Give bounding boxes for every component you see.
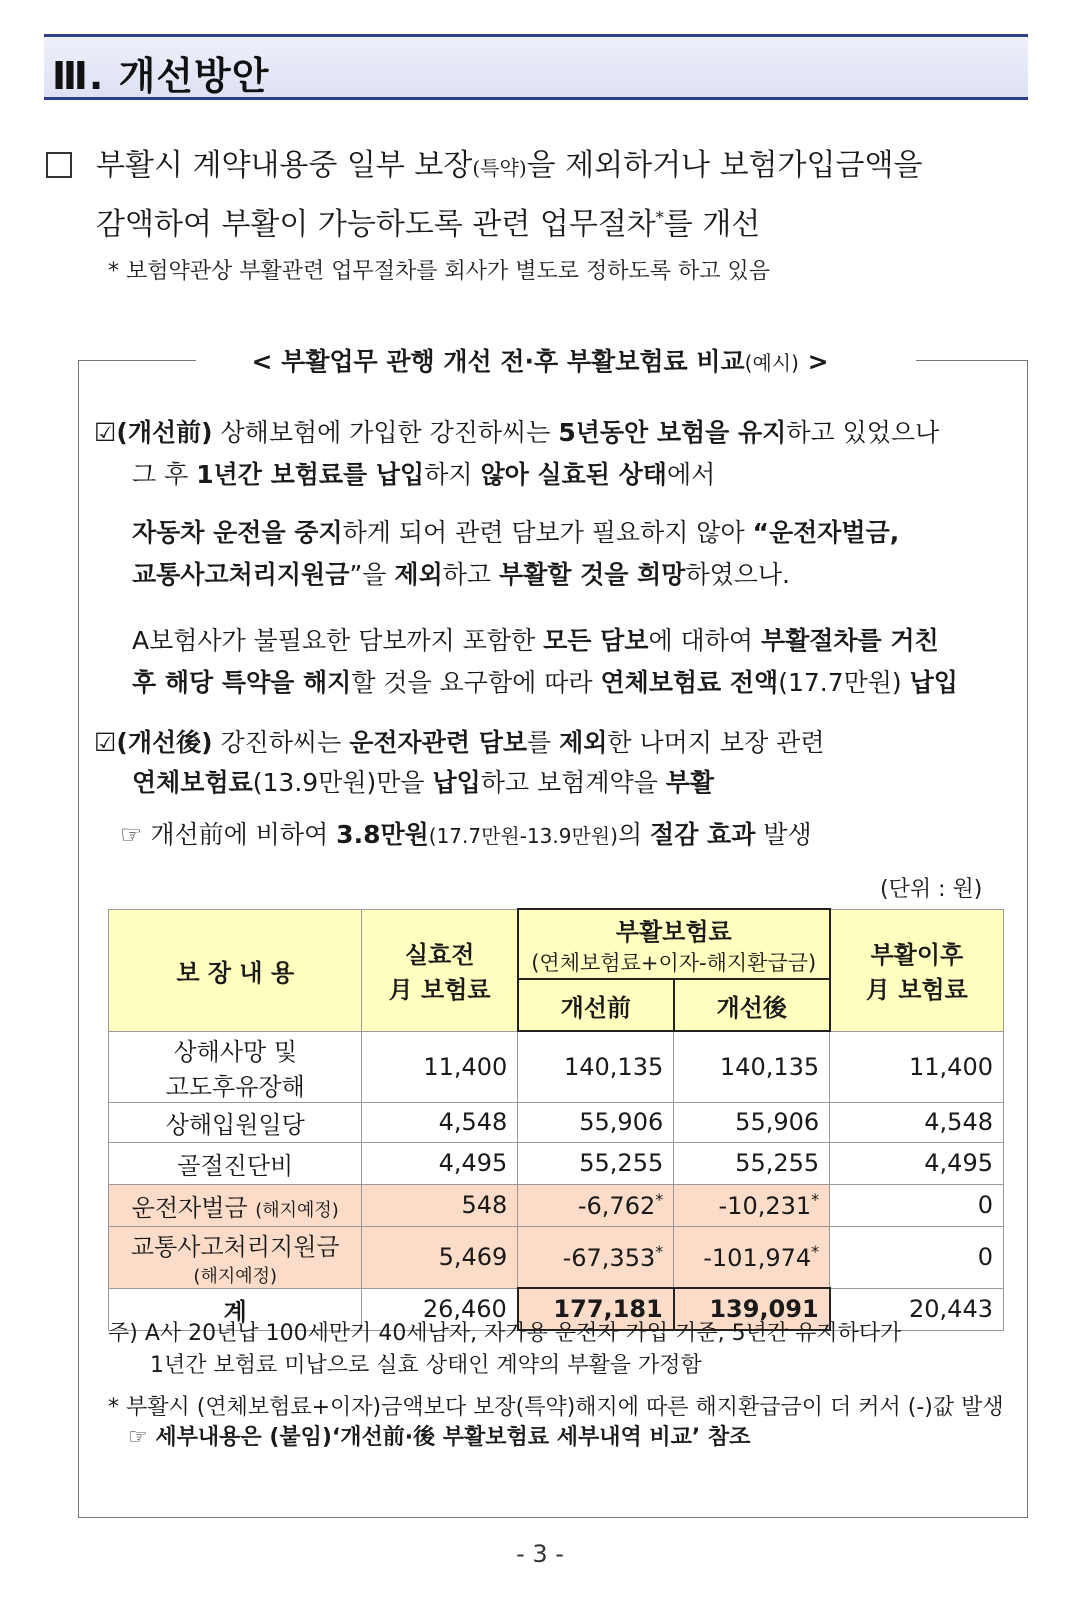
note-2: * 부활시 (연체보험료+이자)금액보다 보장(특약)해지에 따른 해지환급금이 더 커서 (-)값 발생 xyxy=(108,1395,1004,1420)
cell-post: 11,400 xyxy=(830,1031,1004,1102)
unit-label: (단위 : 원) xyxy=(880,877,983,902)
text: 상해보험에 가입한 강진하씨는 xyxy=(212,418,559,447)
text-bold: 후 해당 특약을 해지 xyxy=(132,668,352,697)
intro-text: 감액하여 부활이 가능하도록 관련 업무절차 xyxy=(96,207,656,242)
text-bold: 부활할 것을 희망 xyxy=(498,560,686,589)
cell-after: 55,906 xyxy=(674,1102,830,1142)
total-label: 계 xyxy=(109,1288,362,1330)
cancel-tag: (해지예정) xyxy=(193,1265,278,1287)
table-row xyxy=(109,1142,1004,1184)
before-line-5 xyxy=(132,622,939,660)
text-bold: 모든 담보 xyxy=(543,626,649,655)
intro-line-2 xyxy=(96,192,760,251)
cell-value: -101,974 xyxy=(703,1243,812,1272)
coverage-name-line: 상해사망 및 xyxy=(173,1037,298,1066)
header-improved-before: 개선前 xyxy=(518,979,674,1031)
header-before-lapse xyxy=(362,909,518,1031)
text-bold: 납입 xyxy=(432,768,481,797)
text: 하고 보험계약을 xyxy=(480,768,666,797)
text-bold: 않아 실효된 상태 xyxy=(480,460,667,489)
before-line-6 xyxy=(132,664,958,702)
header-text: 月 보험료 xyxy=(388,976,491,1004)
cell-before: 55,906 xyxy=(518,1102,674,1142)
cell-value: -10,231 xyxy=(718,1192,812,1220)
text-bold: 부활 xyxy=(665,768,715,797)
note-1-line-1: 주) A사 20년납 100세만기 40세남자, 자가용 운전자 가입 기준, 5년간 유지하다가 xyxy=(108,1321,902,1346)
cancel-tag: (해지예정) xyxy=(255,1199,339,1221)
cell-value: -6,762 xyxy=(577,1192,656,1220)
text-bold: 제외 xyxy=(394,560,443,589)
text-bold: 납입 xyxy=(909,668,958,697)
cell-after: 55,255 xyxy=(674,1142,830,1184)
cell-premium: 5,469 xyxy=(362,1226,518,1288)
text: 에서 xyxy=(666,460,716,489)
box-title-paren: (예시) xyxy=(744,351,799,375)
text: 하지 xyxy=(424,460,481,489)
note-3 xyxy=(128,1422,750,1454)
box-title-text: < 부활업무 관행 개선 전·후 부활보험료 비교 xyxy=(251,347,745,376)
header-text: 月 보험료 xyxy=(865,976,968,1004)
text: 하고 있었으나 xyxy=(786,418,940,447)
text-bold: 자동차 운전을 중지 xyxy=(132,518,343,547)
text: A보험사가 불필요한 담보까지 포함한 xyxy=(132,626,544,655)
text: 하게 되어 관련 담보가 필요하지 않아 xyxy=(342,518,753,547)
cell-premium: 11,400 xyxy=(362,1031,518,1102)
note-text: 세부내용은 (붙임)‘개선前·後 부활보험료 세부내역 비교’ 참조 xyxy=(147,1425,751,1450)
text: 한 나머지 보장 관련 xyxy=(607,728,825,757)
footnote-marker: * xyxy=(811,1190,820,1209)
before-line-1 xyxy=(94,414,939,452)
table-row xyxy=(109,1031,1004,1102)
header-improved-after: 개선後 xyxy=(674,979,830,1031)
cell-post: 4,548 xyxy=(830,1102,1004,1142)
cell-post: 4,495 xyxy=(830,1142,1004,1184)
text: 강진하씨는 xyxy=(212,728,350,757)
coverage-name-line: 운전자벌금 xyxy=(131,1193,248,1222)
text-bold: 교통사고처리지원금 xyxy=(132,560,350,589)
text: 할 것을 요구함에 따라 xyxy=(351,668,601,697)
table-row-cancel xyxy=(109,1226,1004,1288)
checkbox-square-icon xyxy=(46,152,72,178)
cell-before: 140,135 xyxy=(518,1031,674,1102)
footnote-marker: * xyxy=(655,208,664,227)
cell-premium: 548 xyxy=(362,1184,518,1226)
text: 발생 xyxy=(755,820,812,849)
coverage-name: 상해입원일당 xyxy=(109,1102,362,1142)
text-bold: 연체보험료 xyxy=(132,768,253,797)
header-text: 실효전 xyxy=(404,941,475,969)
pointing-hand-icon: ☞ xyxy=(120,820,143,849)
header-coverage xyxy=(109,909,362,1031)
footnote-marker: * xyxy=(655,1190,664,1209)
cell-premium: 4,495 xyxy=(362,1142,518,1184)
text-bold: 운전자관련 담보 xyxy=(349,728,527,757)
coverage-name-line: 고도후유장해 xyxy=(165,1072,305,1101)
footnote-marker: * xyxy=(811,1241,820,1261)
text: 의 xyxy=(617,820,651,849)
intro-text: 부활시 계약내용중 일부 보장 xyxy=(96,148,473,183)
after-mark: ☑(개선後) xyxy=(94,728,213,757)
coverage-name-line: 교통사고처리지원금 xyxy=(130,1232,340,1261)
before-line-2 xyxy=(132,456,715,494)
text: 하고 xyxy=(442,560,499,589)
header-text: 보 장 내 용 xyxy=(176,958,295,987)
text-bold: 부활절차를 거친 xyxy=(760,626,939,655)
text: (17.7만원) xyxy=(778,668,910,697)
text: 개선前에 비하여 xyxy=(142,820,337,849)
intro-line-1 xyxy=(96,140,922,194)
text-bold: 연체보험료 전액 xyxy=(600,668,779,697)
note-1-line-2: 1년간 보험료 미납으로 실효 상태인 계약의 부활을 가정함 xyxy=(150,1353,702,1378)
text-bold: “운전자벌금, xyxy=(752,518,900,547)
pointing-hand-icon: ☞ xyxy=(128,1425,148,1450)
section-header xyxy=(44,34,1028,100)
intro-footnote: * 보험약관상 부활관련 업무절차를 회사가 별도로 정하도록 하고 있음 xyxy=(108,259,771,284)
header-revival-premium xyxy=(518,909,830,979)
intro-text-small: (특약) xyxy=(472,156,527,180)
text: ”을 xyxy=(349,560,395,589)
header-after-revival xyxy=(830,909,1004,1031)
intro-text: 을 제외하거나 보험가입금액을 xyxy=(526,148,923,183)
text-bold: 5년동안 보험을 유지 xyxy=(558,418,787,447)
before-line-3 xyxy=(132,514,899,552)
cell-value: -67,353 xyxy=(562,1243,656,1272)
section-title: Ⅲ. 개선방안 xyxy=(52,54,270,98)
text-bold: 절감 효과 xyxy=(650,820,756,849)
coverage-name xyxy=(109,1031,362,1102)
coverage-name: 골절진단비 xyxy=(109,1142,362,1184)
coverage-name xyxy=(109,1184,362,1226)
box-title-text: > xyxy=(798,347,829,376)
page-number: - 3 - xyxy=(516,1540,564,1568)
cell-before xyxy=(518,1184,674,1226)
cell-post: 0 xyxy=(830,1184,1004,1226)
effect-line xyxy=(120,816,812,855)
table-row xyxy=(109,1102,1004,1142)
after-line-2 xyxy=(132,764,714,802)
before-line-4 xyxy=(132,556,790,594)
before-mark: ☑(개선前) xyxy=(94,418,213,447)
text-bold: 제외 xyxy=(559,728,608,757)
header-text: 부활보험료 xyxy=(615,917,732,946)
total-premium: 26,460 xyxy=(362,1288,518,1330)
text-bold: 3.8만원 xyxy=(336,820,429,849)
cell-before xyxy=(518,1226,674,1288)
table-row-cancel xyxy=(109,1184,1004,1226)
total-after: 139,091 xyxy=(674,1288,830,1330)
cell-after: 140,135 xyxy=(674,1031,830,1102)
text: 에 대하여 xyxy=(648,626,761,655)
cell-premium: 4,548 xyxy=(362,1102,518,1142)
text: 그 후 xyxy=(132,460,197,489)
text-bold: 1년간 보험료를 납입 xyxy=(196,460,425,489)
total-before: 177,181 xyxy=(518,1288,674,1330)
cell-after xyxy=(674,1226,830,1288)
text: (13.9만원)만을 xyxy=(252,768,433,797)
cell-before: 55,255 xyxy=(518,1142,674,1184)
header-text: 부활이후 xyxy=(870,941,964,969)
text: 를 xyxy=(527,728,560,757)
cell-after xyxy=(674,1184,830,1226)
total-post: 20,443 xyxy=(830,1288,1004,1330)
coverage-name xyxy=(109,1226,362,1288)
header-subtext: (연체보험료+이자-해지환급금) xyxy=(531,950,817,975)
footnote-marker: * xyxy=(655,1241,664,1261)
premium-comparison-table xyxy=(108,908,1004,1331)
text: 하였으나. xyxy=(685,560,791,589)
cell-post: 0 xyxy=(830,1226,1004,1288)
intro-text: 를 개선 xyxy=(663,207,761,242)
box-title xyxy=(0,342,1080,378)
after-line-1 xyxy=(94,724,824,762)
text-small: (17.7만원-13.9만원) xyxy=(428,824,618,848)
